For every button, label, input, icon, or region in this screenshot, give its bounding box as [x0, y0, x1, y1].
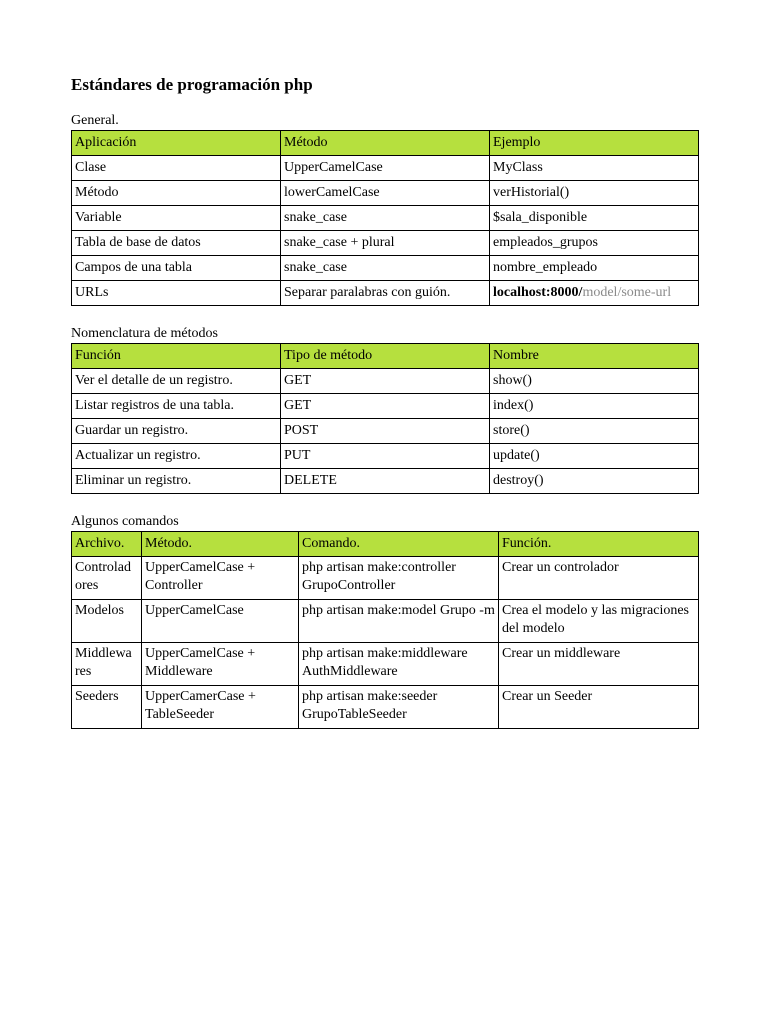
table-cell: empleados_grupos — [490, 231, 699, 256]
table-row — [72, 206, 699, 231]
table-row — [72, 181, 699, 206]
table-row — [72, 394, 699, 419]
comandos-table — [71, 531, 699, 729]
section-label-metodos: Nomenclatura de métodos — [71, 326, 218, 341]
table-cell: destroy() — [490, 469, 699, 494]
table-cell: Método — [72, 181, 281, 206]
table-cell: update() — [490, 444, 699, 469]
table-cell: Seeders — [72, 686, 142, 729]
table-cell: php artisan make:model Grupo -m — [299, 600, 499, 643]
table-row-urls — [72, 281, 699, 306]
table-cell: PUT — [281, 444, 490, 469]
table-cell: $sala_disponible — [490, 206, 699, 231]
table-row — [72, 686, 699, 729]
table-row — [72, 600, 699, 643]
table-row — [72, 557, 699, 600]
table-cell: UpperCamelCase + Controller — [142, 557, 299, 600]
header-cell: Tipo de método — [281, 344, 490, 369]
table-cell: Middlewa res — [72, 643, 142, 686]
header-cell: Método. — [142, 532, 299, 557]
table-cell: Ver el detalle de un registro. — [72, 369, 281, 394]
table-cell: UpperCamelCase + Middleware — [142, 643, 299, 686]
document-page — [71, 72, 698, 729]
table-cell: Crea el modelo y las migraciones del modelo — [499, 600, 699, 643]
table-cell: php artisan make:controller GrupoController — [299, 557, 499, 600]
header-cell: Nombre — [490, 344, 699, 369]
header-cell: Comando. — [299, 532, 499, 557]
table-cell: Separar paralabras con guión. — [281, 281, 490, 306]
table-cell: UpperCamerCase + TableSeeder — [142, 686, 299, 729]
table-cell: URLs — [72, 281, 281, 306]
header-cell: Aplicación — [72, 131, 281, 156]
general-table — [71, 130, 699, 306]
table-row — [72, 444, 699, 469]
table-row — [72, 256, 699, 281]
section-label-comandos: Algunos comandos — [71, 514, 179, 529]
table-cell: UpperCamelCase — [281, 156, 490, 181]
table-row — [72, 643, 699, 686]
section-label-general: General. — [71, 113, 119, 128]
table-row — [72, 369, 699, 394]
table-cell: Crear un Seeder — [499, 686, 699, 729]
table-cell: Campos de una tabla — [72, 256, 281, 281]
table-cell: Crear un middleware — [499, 643, 699, 686]
table-cell: verHistorial() — [490, 181, 699, 206]
table-cell: index() — [490, 394, 699, 419]
table-cell: DELETE — [281, 469, 490, 494]
table-cell: Modelos — [72, 600, 142, 643]
table-row — [72, 156, 699, 181]
table-cell: show() — [490, 369, 699, 394]
page-title: Estándares de programación php — [71, 75, 313, 94]
table-cell: php artisan make:middleware AuthMiddleware — [299, 643, 499, 686]
table-cell: Eliminar un registro. — [72, 469, 281, 494]
header-cell: Ejemplo — [490, 131, 699, 156]
header-cell: Método — [281, 131, 490, 156]
table-row — [72, 231, 699, 256]
table-cell: Guardar un registro. — [72, 419, 281, 444]
table-header-row — [72, 131, 699, 156]
table-cell: GET — [281, 394, 490, 419]
table-cell: Listar registros de una tabla. — [72, 394, 281, 419]
table-cell: snake_case — [281, 206, 490, 231]
header-cell: Archivo. — [72, 532, 142, 557]
table-cell: UpperCamelCase — [142, 600, 299, 643]
table-cell: Actualizar un registro. — [72, 444, 281, 469]
metodos-table — [71, 343, 699, 494]
table-cell: snake_case — [281, 256, 490, 281]
table-cell: GET — [281, 369, 490, 394]
table-cell: store() — [490, 419, 699, 444]
table-cell: Variable — [72, 206, 281, 231]
url-path: model/some-url — [582, 285, 672, 300]
table-header-row — [72, 532, 699, 557]
table-cell: Controlad ores — [72, 557, 142, 600]
table-header-row — [72, 344, 699, 369]
table-cell: Crear un controlador — [499, 557, 699, 600]
table-cell: nombre_empleado — [490, 256, 699, 281]
table-cell: lowerCamelCase — [281, 181, 490, 206]
header-cell: Función. — [499, 532, 699, 557]
header-cell: Función — [72, 344, 281, 369]
table-row — [72, 419, 699, 444]
table-row — [72, 469, 699, 494]
table-cell: Clase — [72, 156, 281, 181]
url-example-cell — [490, 281, 699, 306]
table-cell: php artisan make:seeder GrupoTableSeeder — [299, 686, 499, 729]
table-cell: snake_case + plural — [281, 231, 490, 256]
url-host: localhost:8000/ — [493, 285, 583, 300]
table-cell: Tabla de base de datos — [72, 231, 281, 256]
table-cell: MyClass — [490, 156, 699, 181]
table-cell: POST — [281, 419, 490, 444]
